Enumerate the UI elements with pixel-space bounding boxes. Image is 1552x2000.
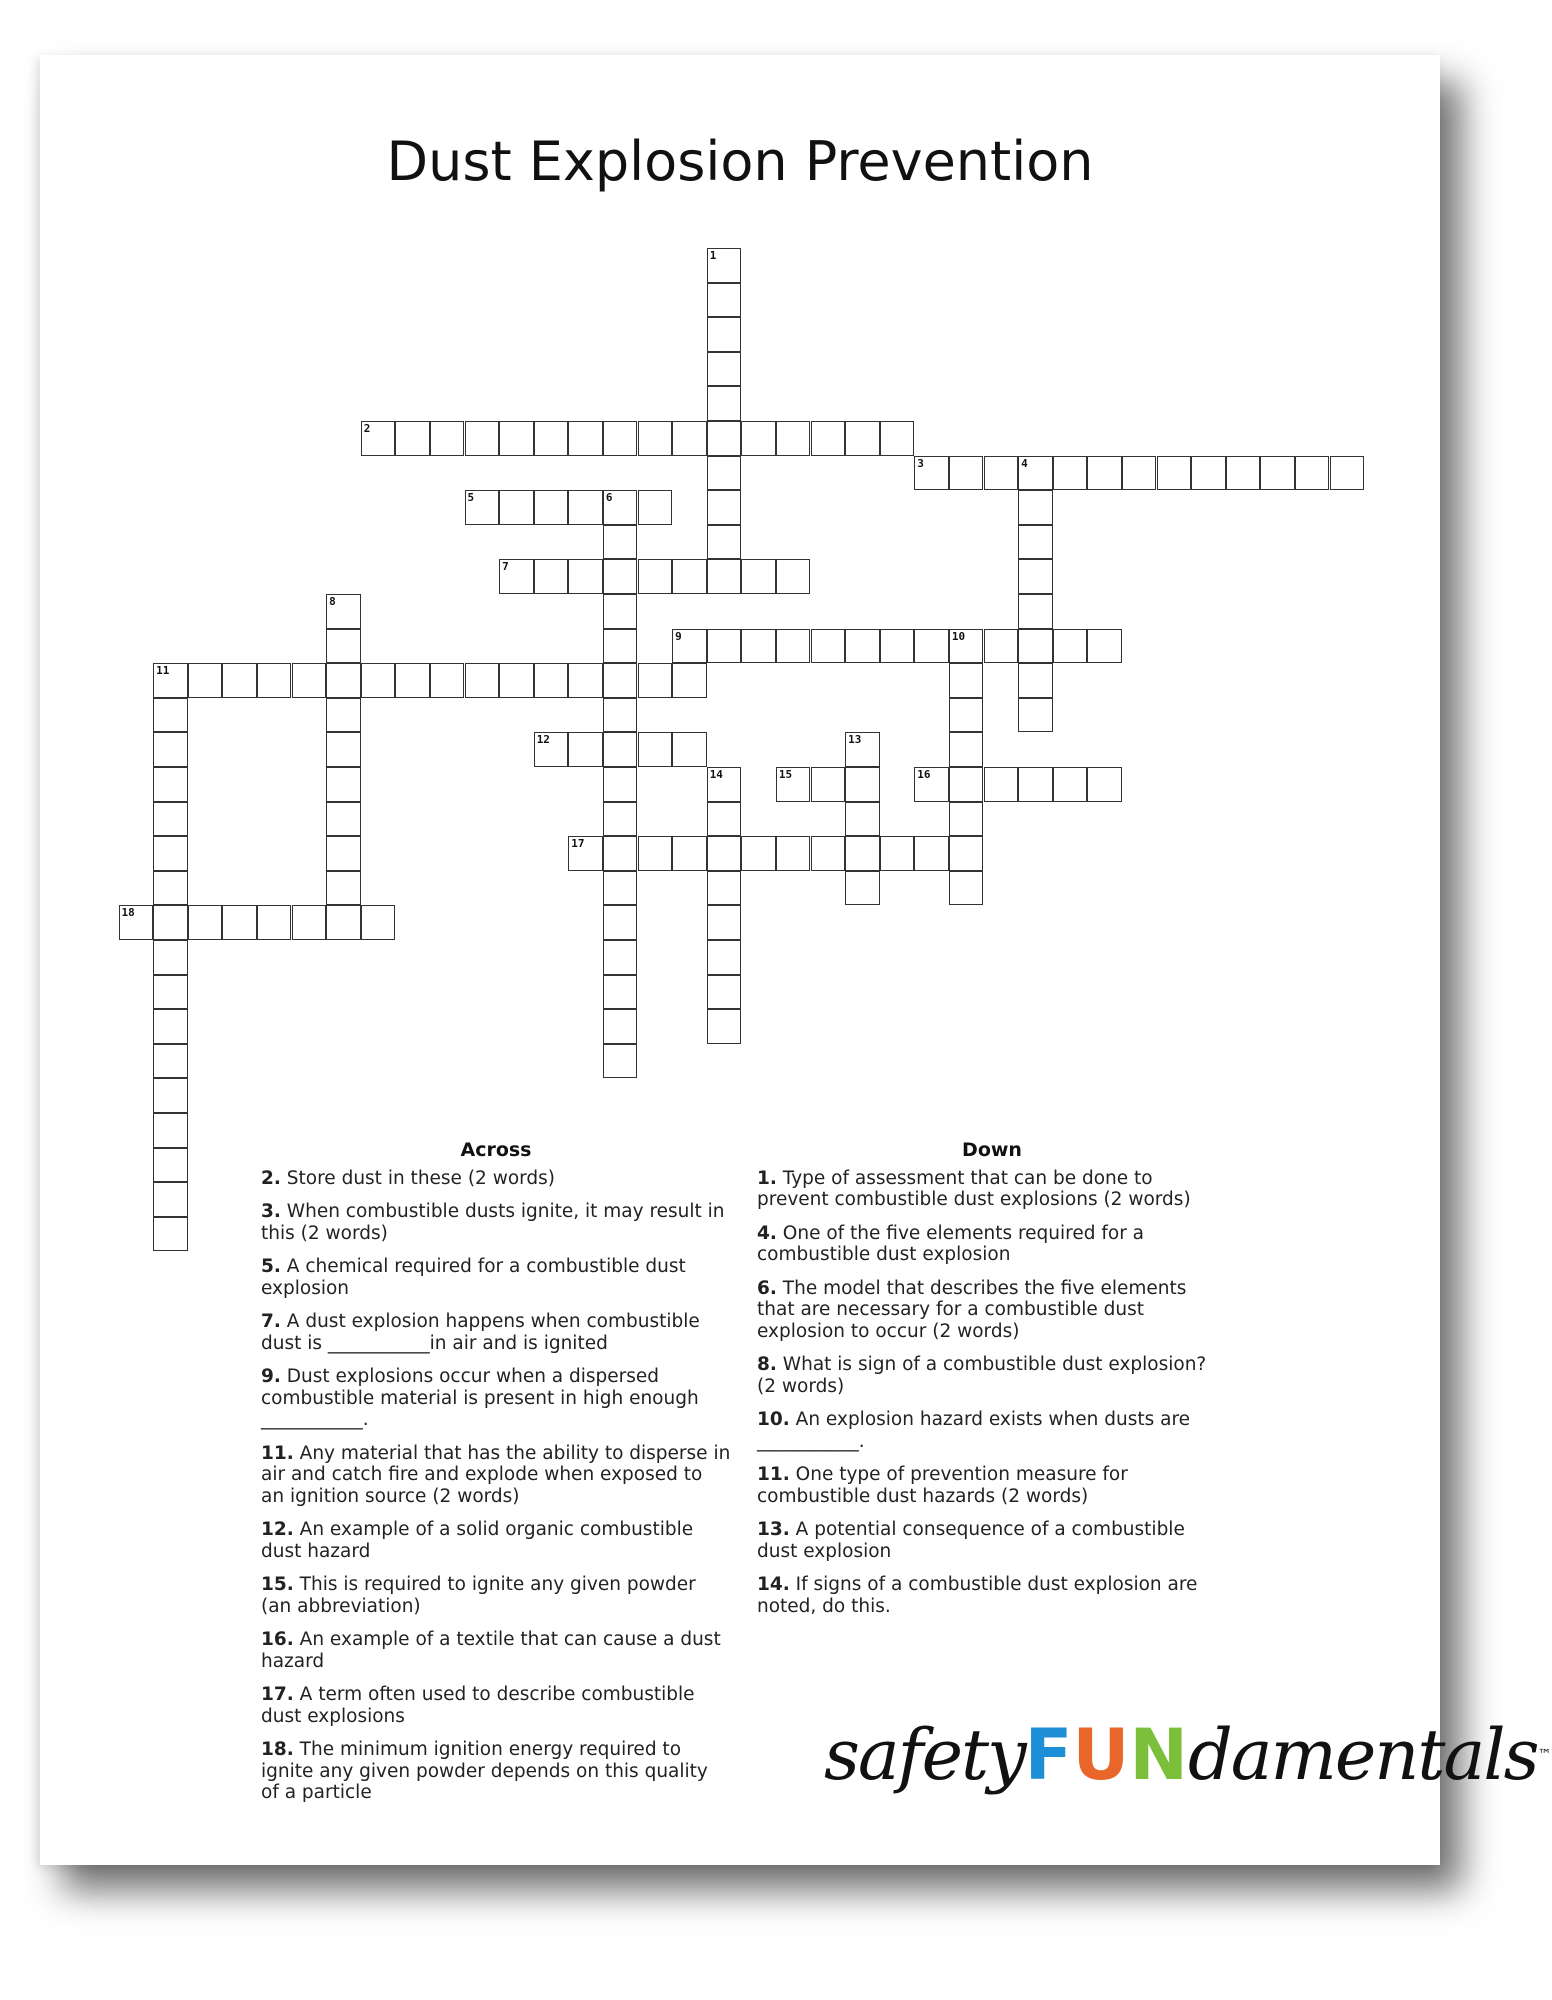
crossword-cell[interactable] <box>361 663 396 698</box>
crossword-cell[interactable] <box>741 421 776 456</box>
clue-number-label: 15. <box>261 1574 294 1595</box>
crossword-cell[interactable] <box>845 732 880 767</box>
crossword-cell[interactable] <box>1053 767 1088 802</box>
crossword-cell[interactable] <box>153 871 188 906</box>
crossword-cell[interactable] <box>153 975 188 1010</box>
down-clue <box>757 1574 1227 1617</box>
crossword-cell[interactable] <box>707 456 742 491</box>
crossword-cell[interactable] <box>949 836 984 871</box>
crossword-cell[interactable] <box>672 421 707 456</box>
crossword-cell[interactable] <box>707 836 742 871</box>
clue-text: The model that describes the five elements that are necessary for a combustible dust explosion to occur (2 words) <box>757 1277 1187 1342</box>
crossword-cell[interactable] <box>638 732 673 767</box>
crossword-cell[interactable] <box>153 802 188 837</box>
clue-number: 1 <box>709 249 717 262</box>
crossword-cell[interactable] <box>326 871 361 906</box>
crossword-cell[interactable] <box>568 559 603 594</box>
clue-number-label: 10. <box>757 1409 790 1430</box>
clue-number-label: 1. <box>757 1167 777 1189</box>
crossword-cell[interactable] <box>465 421 500 456</box>
crossword-cell[interactable] <box>326 767 361 802</box>
crossword-cell[interactable] <box>153 732 188 767</box>
clue-number: 5 <box>467 491 475 505</box>
crossword-cell[interactable] <box>914 836 949 871</box>
crossword-cell[interactable] <box>845 767 880 802</box>
crossword-cell[interactable] <box>949 629 984 664</box>
clue-number-label: 16. <box>261 1629 294 1650</box>
crossword-cell[interactable] <box>776 559 811 594</box>
clue-number-label: 11. <box>261 1442 294 1464</box>
crossword-cell[interactable] <box>1018 456 1053 491</box>
clue-number: 7 <box>502 560 509 574</box>
crossword-cell[interactable] <box>119 905 154 940</box>
clue-number: 3 <box>917 456 924 470</box>
clue-text: When combustible dusts ignite, it may result in this (2 words) <box>261 1201 725 1244</box>
crossword-cell[interactable] <box>1226 456 1261 491</box>
crossword-cell[interactable] <box>603 490 638 525</box>
crossword-cell[interactable] <box>603 525 638 560</box>
crossword-cell[interactable] <box>603 1009 638 1044</box>
crossword-cell[interactable] <box>603 732 638 767</box>
down-clue <box>757 1223 1227 1266</box>
crossword-cell[interactable] <box>707 767 742 802</box>
clue-number: 15 <box>778 768 793 781</box>
crossword-cell[interactable] <box>568 490 603 525</box>
across-clue-list <box>261 1168 731 1804</box>
crossword-cell[interactable] <box>153 1044 188 1079</box>
crossword-cell[interactable] <box>222 905 257 940</box>
page-title: Dust Explosion Prevention <box>386 130 1094 193</box>
clue-number-label: 9. <box>261 1366 281 1387</box>
crossword-cell[interactable] <box>603 594 638 629</box>
crossword-cell[interactable] <box>499 421 534 456</box>
clue-text: An example of a solid organic combustible dust hazard <box>261 1519 694 1562</box>
clue-text: An explosion hazard exists when dusts are ___________. <box>757 1409 1191 1452</box>
down-clue <box>757 1168 1227 1211</box>
clue-number: 4 <box>1021 456 1028 470</box>
crossword-cell[interactable] <box>153 1182 188 1217</box>
clue-number: 11 <box>156 664 170 678</box>
crossword-cell[interactable] <box>845 421 880 456</box>
crossword-cell[interactable] <box>845 836 880 871</box>
crossword-cell[interactable] <box>707 802 742 837</box>
crossword-cell[interactable] <box>534 559 569 594</box>
clue-text: This is required to ignite any given powder (an abbreviation) <box>261 1574 696 1617</box>
clue-number: 9 <box>675 629 682 643</box>
crossword-cell[interactable] <box>1018 767 1053 802</box>
crossword-cell[interactable] <box>395 663 430 698</box>
crossword-cell[interactable] <box>153 767 188 802</box>
crossword-cell[interactable] <box>707 559 742 594</box>
clue-number-label: 4. <box>757 1222 777 1244</box>
across-clue <box>261 1256 731 1299</box>
crossword-cell[interactable] <box>395 421 430 456</box>
clue-number: 13 <box>848 733 862 747</box>
crossword-cell[interactable] <box>1260 456 1295 491</box>
down-clue <box>757 1354 1227 1397</box>
crossword-cell[interactable] <box>1191 456 1226 491</box>
down-heading: Down <box>962 1139 1022 1161</box>
crossword-cell[interactable] <box>741 559 776 594</box>
crossword-cell[interactable] <box>292 905 327 940</box>
crossword-cell[interactable] <box>949 698 984 733</box>
crossword-cell[interactable] <box>811 629 846 664</box>
crossword-cell[interactable] <box>603 698 638 733</box>
crossword-cell[interactable] <box>672 836 707 871</box>
across-clue <box>261 1311 731 1354</box>
across-heading: Across <box>460 1139 532 1161</box>
crossword-cell[interactable] <box>1053 456 1088 491</box>
crossword-cell[interactable] <box>1018 559 1053 594</box>
crossword-cell[interactable] <box>845 871 880 906</box>
crossword-cell[interactable] <box>361 905 396 940</box>
across-clue <box>261 1366 731 1431</box>
crossword-cell[interactable] <box>672 663 707 698</box>
clue-text: A potential consequence of a combustible dust explosion <box>757 1519 1185 1562</box>
crossword-cell[interactable] <box>707 871 742 906</box>
clue-text: Any material that has the ability to disperse in air and catch fire and explode when exposed to an ignition source (2 words) <box>261 1442 731 1507</box>
clue-number: 8 <box>329 595 336 608</box>
crossword-cell[interactable] <box>672 559 707 594</box>
crossword-cell[interactable] <box>465 663 500 698</box>
across-clue <box>261 1629 731 1672</box>
crossword-cell[interactable] <box>949 732 984 767</box>
crossword-cell[interactable] <box>1087 767 1122 802</box>
crossword-cell[interactable] <box>603 836 638 871</box>
across-clue <box>261 1519 731 1562</box>
crossword-cell[interactable] <box>707 940 742 975</box>
across-clue <box>261 1168 731 1190</box>
crossword-cell[interactable] <box>534 663 569 698</box>
crossword-cell[interactable] <box>1018 525 1053 560</box>
clue-number-label: 2. <box>261 1167 281 1189</box>
crossword-cell[interactable] <box>949 663 984 698</box>
down-clue <box>757 1409 1227 1452</box>
crossword-cell[interactable] <box>430 663 465 698</box>
logo-text-damentals: damentals <box>1187 1714 1538 1796</box>
clue-text: The minimum ignition energy required to ignite any given powder depends on this quality of a particle <box>261 1739 708 1803</box>
across-clue <box>261 1684 731 1727</box>
crossword-cell[interactable] <box>1087 629 1122 664</box>
clue-text: What is sign of a combustible dust explosion? (2 words) <box>757 1354 1207 1397</box>
crossword-cell[interactable] <box>153 1078 188 1113</box>
down-clue <box>757 1278 1227 1343</box>
clue-number: 16 <box>917 768 931 781</box>
crossword-cell[interactable] <box>568 732 603 767</box>
crossword-cell[interactable] <box>949 802 984 837</box>
clue-number-label: 13. <box>757 1519 790 1540</box>
crossword-cell[interactable] <box>326 698 361 733</box>
crossword-cell[interactable] <box>568 836 603 871</box>
clue-number-label: 7. <box>261 1311 281 1332</box>
crossword-cell[interactable] <box>603 871 638 906</box>
clue-text: A term often used to describe combustible dust explosions <box>261 1684 695 1727</box>
crossword-cell[interactable] <box>880 836 915 871</box>
crossword-cell[interactable] <box>465 490 500 525</box>
crossword-cell[interactable] <box>499 490 534 525</box>
crossword-cell[interactable] <box>568 663 603 698</box>
crossword-cell[interactable] <box>1087 456 1122 491</box>
clue-number-label: 3. <box>261 1201 281 1222</box>
crossword-cell[interactable] <box>1053 629 1088 664</box>
down-clue-list <box>757 1168 1227 1618</box>
crossword-cell[interactable] <box>949 767 984 802</box>
across-clue <box>261 1574 731 1617</box>
crossword-cell[interactable] <box>672 732 707 767</box>
logo-letter-n: N <box>1129 1714 1188 1796</box>
crossword-cell[interactable] <box>984 767 1019 802</box>
clue-number-label: 18. <box>261 1739 294 1760</box>
crossword-cell[interactable] <box>707 975 742 1010</box>
crossword-cell[interactable] <box>603 421 638 456</box>
crossword-cell[interactable] <box>707 352 742 387</box>
crossword-cell[interactable] <box>499 663 534 698</box>
crossword-cell[interactable] <box>326 663 361 698</box>
clue-number-label: 8. <box>757 1354 777 1375</box>
crossword-cell[interactable] <box>707 1009 742 1044</box>
crossword-cell[interactable] <box>326 629 361 664</box>
logo-letter-u: U <box>1072 1714 1130 1796</box>
crossword-cell[interactable] <box>914 456 949 491</box>
clue-text: One of the five elements required for a combustible dust explosion <box>757 1222 1145 1265</box>
crossword-cell[interactable] <box>534 421 569 456</box>
clue-number-label: 11. <box>757 1464 790 1485</box>
crossword-cell[interactable] <box>188 663 223 698</box>
crossword-cell[interactable] <box>776 767 811 802</box>
crossword-cell[interactable] <box>1122 456 1157 491</box>
clue-number-label: 6. <box>757 1277 777 1299</box>
crossword-cell[interactable] <box>707 525 742 560</box>
across-clue <box>261 1201 731 1244</box>
crossword-cell[interactable] <box>326 905 361 940</box>
crossword-cell[interactable] <box>707 490 742 525</box>
crossword-cell[interactable] <box>776 836 811 871</box>
crossword-cell[interactable] <box>603 802 638 837</box>
crossword-cell[interactable] <box>1018 490 1053 525</box>
crossword-cell[interactable] <box>603 1044 638 1079</box>
crossword-cell[interactable] <box>707 386 742 421</box>
crossword-cell[interactable] <box>1018 629 1053 664</box>
crossword-cell[interactable] <box>326 732 361 767</box>
down-clues <box>757 1140 1227 1629</box>
crossword-cell[interactable] <box>153 836 188 871</box>
crossword-cell[interactable] <box>1330 456 1365 491</box>
crossword-cell[interactable] <box>603 940 638 975</box>
crossword-cell[interactable] <box>153 1009 188 1044</box>
crossword-cell[interactable] <box>153 698 188 733</box>
crossword-cell[interactable] <box>984 456 1019 491</box>
crossword-cell[interactable] <box>914 629 949 664</box>
clue-number: 6 <box>605 491 613 505</box>
crossword-cell[interactable] <box>672 629 707 664</box>
crossword-cell[interactable] <box>638 663 673 698</box>
crossword-cell[interactable] <box>638 836 673 871</box>
crossword-cell[interactable] <box>326 836 361 871</box>
crossword-cell[interactable] <box>603 559 638 594</box>
crossword-cell[interactable] <box>949 871 984 906</box>
crossword-cell[interactable] <box>1157 456 1192 491</box>
clue-text: If signs of a combustible dust explosion are noted, do this. <box>757 1574 1198 1617</box>
clue-number-label: 14. <box>757 1574 790 1595</box>
crossword-cell[interactable] <box>153 940 188 975</box>
crossword-cell[interactable] <box>845 802 880 837</box>
clue-number: 10 <box>951 629 966 643</box>
crossword-cell[interactable] <box>603 629 638 664</box>
clue-number: 14 <box>709 768 723 781</box>
crossword-cell[interactable] <box>638 421 673 456</box>
crossword-cell[interactable] <box>707 905 742 940</box>
crossword-cell[interactable] <box>568 421 603 456</box>
clue-number: 2 <box>363 422 371 435</box>
crossword-cell[interactable] <box>430 421 465 456</box>
crossword-cell[interactable] <box>811 421 846 456</box>
clue-number: 12 <box>536 733 550 747</box>
clue-number: 18 <box>121 906 135 920</box>
crossword-cell[interactable] <box>222 663 257 698</box>
clue-number-label: 12. <box>261 1519 294 1540</box>
across-clue <box>261 1739 731 1804</box>
crossword-cell[interactable] <box>534 490 569 525</box>
crossword-cell[interactable] <box>326 802 361 837</box>
crossword-cell[interactable] <box>603 767 638 802</box>
crossword-cell[interactable] <box>603 663 638 698</box>
crossword-cell[interactable] <box>499 559 534 594</box>
clue-number-label: 5. <box>261 1256 281 1277</box>
crossword-cell[interactable] <box>1018 698 1053 733</box>
crossword-cell[interactable] <box>811 836 846 871</box>
crossword-cell[interactable] <box>153 905 188 940</box>
clue-text: An example of a textile that can cause a dust hazard <box>261 1629 721 1672</box>
crossword-cell[interactable] <box>707 421 742 456</box>
crossword-cell[interactable] <box>534 732 569 767</box>
crossword-cell[interactable] <box>914 767 949 802</box>
clue-number: 17 <box>571 837 585 851</box>
safety-fundamentals-logo <box>824 1715 1552 1795</box>
crossword-cell[interactable] <box>188 905 223 940</box>
crossword-cell[interactable] <box>776 421 811 456</box>
down-clue <box>757 1519 1227 1562</box>
crossword-cell[interactable] <box>361 421 396 456</box>
crossword-cell[interactable] <box>776 629 811 664</box>
crossword-cell[interactable] <box>741 836 776 871</box>
crossword-cell[interactable] <box>257 663 292 698</box>
logo-text-safety: safety <box>824 1714 1025 1796</box>
crossword-cell[interactable] <box>880 421 915 456</box>
crossword-cell[interactable] <box>707 248 742 283</box>
crossword-cell[interactable] <box>707 317 742 352</box>
clue-text: A chemical required for a combustible dust explosion <box>261 1256 686 1299</box>
crossword-cell[interactable] <box>1018 663 1053 698</box>
logo-letter-f: F <box>1024 1714 1073 1796</box>
across-clues <box>261 1140 731 1816</box>
crossword-cell[interactable] <box>153 1217 188 1252</box>
across-clue <box>261 1443 731 1508</box>
crossword-cell[interactable] <box>880 629 915 664</box>
crossword-cell[interactable] <box>638 490 673 525</box>
crossword-cell[interactable] <box>984 629 1019 664</box>
logo-trademark: ™ <box>1537 1747 1552 1763</box>
crossword-cell[interactable] <box>292 663 327 698</box>
crossword-cell[interactable] <box>153 1113 188 1148</box>
crossword-cell[interactable] <box>949 456 984 491</box>
crossword-cell[interactable] <box>811 767 846 802</box>
crossword-cell[interactable] <box>153 1148 188 1183</box>
clue-text: Dust explosions occur when a dispersed combustible material is present in high enough ___________. <box>261 1366 699 1430</box>
clue-text: A dust explosion happens when combustible dust is ___________in air and is ignited <box>261 1311 700 1354</box>
crossword-cell[interactable] <box>707 629 742 664</box>
crossword-cell[interactable] <box>638 559 673 594</box>
crossword-cell[interactable] <box>326 594 361 629</box>
crossword-cell[interactable] <box>1018 594 1053 629</box>
clue-text: Store dust in these (2 words) <box>286 1167 556 1189</box>
down-clue <box>757 1464 1227 1507</box>
crossword-cell[interactable] <box>153 663 188 698</box>
crossword-cell[interactable] <box>603 975 638 1010</box>
crossword-cell[interactable] <box>845 629 880 664</box>
crossword-cell[interactable] <box>257 905 292 940</box>
crossword-cell[interactable] <box>741 629 776 664</box>
crossword-cell[interactable] <box>1295 456 1330 491</box>
crossword-cell[interactable] <box>603 905 638 940</box>
clue-text: Type of assessment that can be done to prevent combustible dust explosions (2 words) <box>757 1167 1191 1210</box>
clue-text: One type of prevention measure for combustible dust hazards (2 words) <box>757 1464 1128 1507</box>
crossword-cell[interactable] <box>707 283 742 318</box>
clue-number-label: 17. <box>261 1684 294 1705</box>
